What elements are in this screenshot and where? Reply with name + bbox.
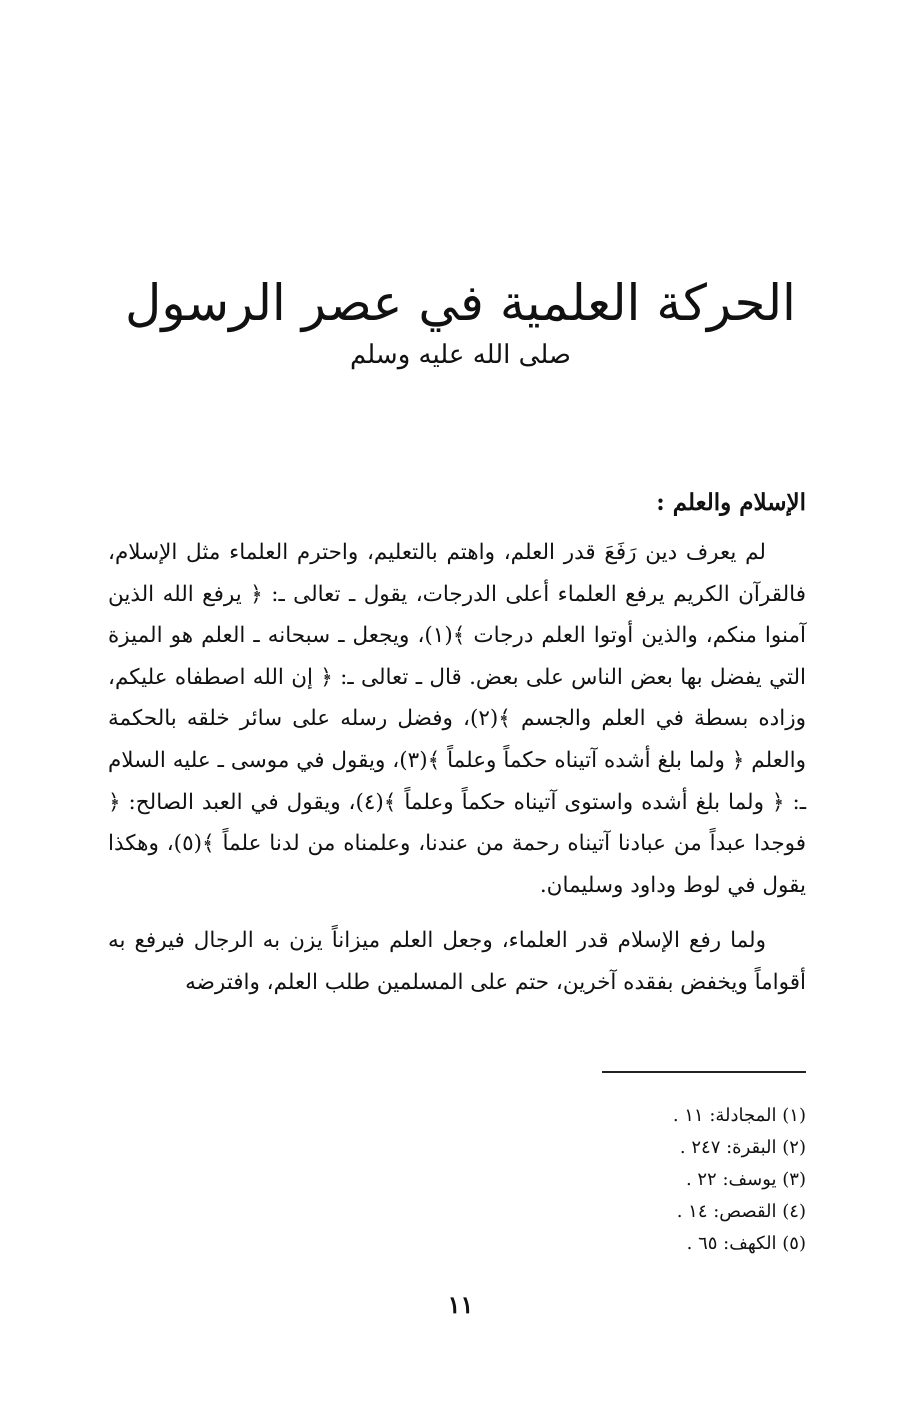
main-content <box>108 484 806 1018</box>
footnote-2: (٢) البقرة: ٢٤٧ . <box>679 1137 806 1158</box>
chapter-title-block <box>0 272 921 372</box>
footnote-3: (٣) يوسف: ٢٢ . <box>685 1169 806 1190</box>
footnote-4: (٤) القصص: ١٤ . <box>676 1201 806 1222</box>
footnotes-list <box>108 1100 806 1260</box>
footnote-1: (١) المجادلة: ١١ . <box>672 1105 806 1126</box>
page-number: ١١ <box>447 1290 474 1319</box>
chapter-title: الحركة العلمية في عصر الرسول <box>125 274 796 332</box>
footnote-5: (٥) الكهف: ٦٥ . <box>686 1233 806 1254</box>
section-heading: الإسلام والعلم : <box>656 489 806 516</box>
paragraph-1: لم يعرف دين رَفَعَ قدر العلم، واهتم بالتعليم، واحترم العلماء مثل الإسلام، فالقرآن الكريم يرفع العلماء أعلى الدرجات، يقول ـ تعالى ـ: ﴿ يرفع الله الذين آمنوا منكم، والذين أوتوا العلم درجات ﴾(١)، ويجعل ـ سبحانه ـ العلم هو الميزة التي يفضل بها بعض الناس على بعض. قال ـ تعالى ـ: ﴿ إن الله اصطفاه عليكم، وزاده بسطة في العلم والجسم ﴾(٢)، وفضل رسله على سائر خلقه بالحكمة والعلم ﴿ ولما بلغ أشده آتيناه حكماً وعلماً ﴾(٣)، ويقول في موسى ـ عليه السلام ـ: ﴿ ولما بلغ أشده واستوى آتيناه حكماً وعلماً ﴾(٤)، ويقول في العبد الصالح: ﴿ فوجدا عبداً من عبادنا آتيناه رحمة من عندنا، وعلمناه من لدنا علماً ﴾(٥)، وهكذا يقول في لوط وداود وسليمان. <box>108 540 807 898</box>
footnote-divider <box>602 1071 806 1073</box>
paragraph-2: ولما رفع الإسلام قدر العلماء، وجعل العلم ميزاناً يزن به الرجال فيرفع به أقواماً ويخفض بفقده آخرين، حتم على المسلمين طلب العلم، وافترضه <box>108 928 806 995</box>
chapter-subtitle: صلى الله عليه وسلم <box>350 339 571 370</box>
